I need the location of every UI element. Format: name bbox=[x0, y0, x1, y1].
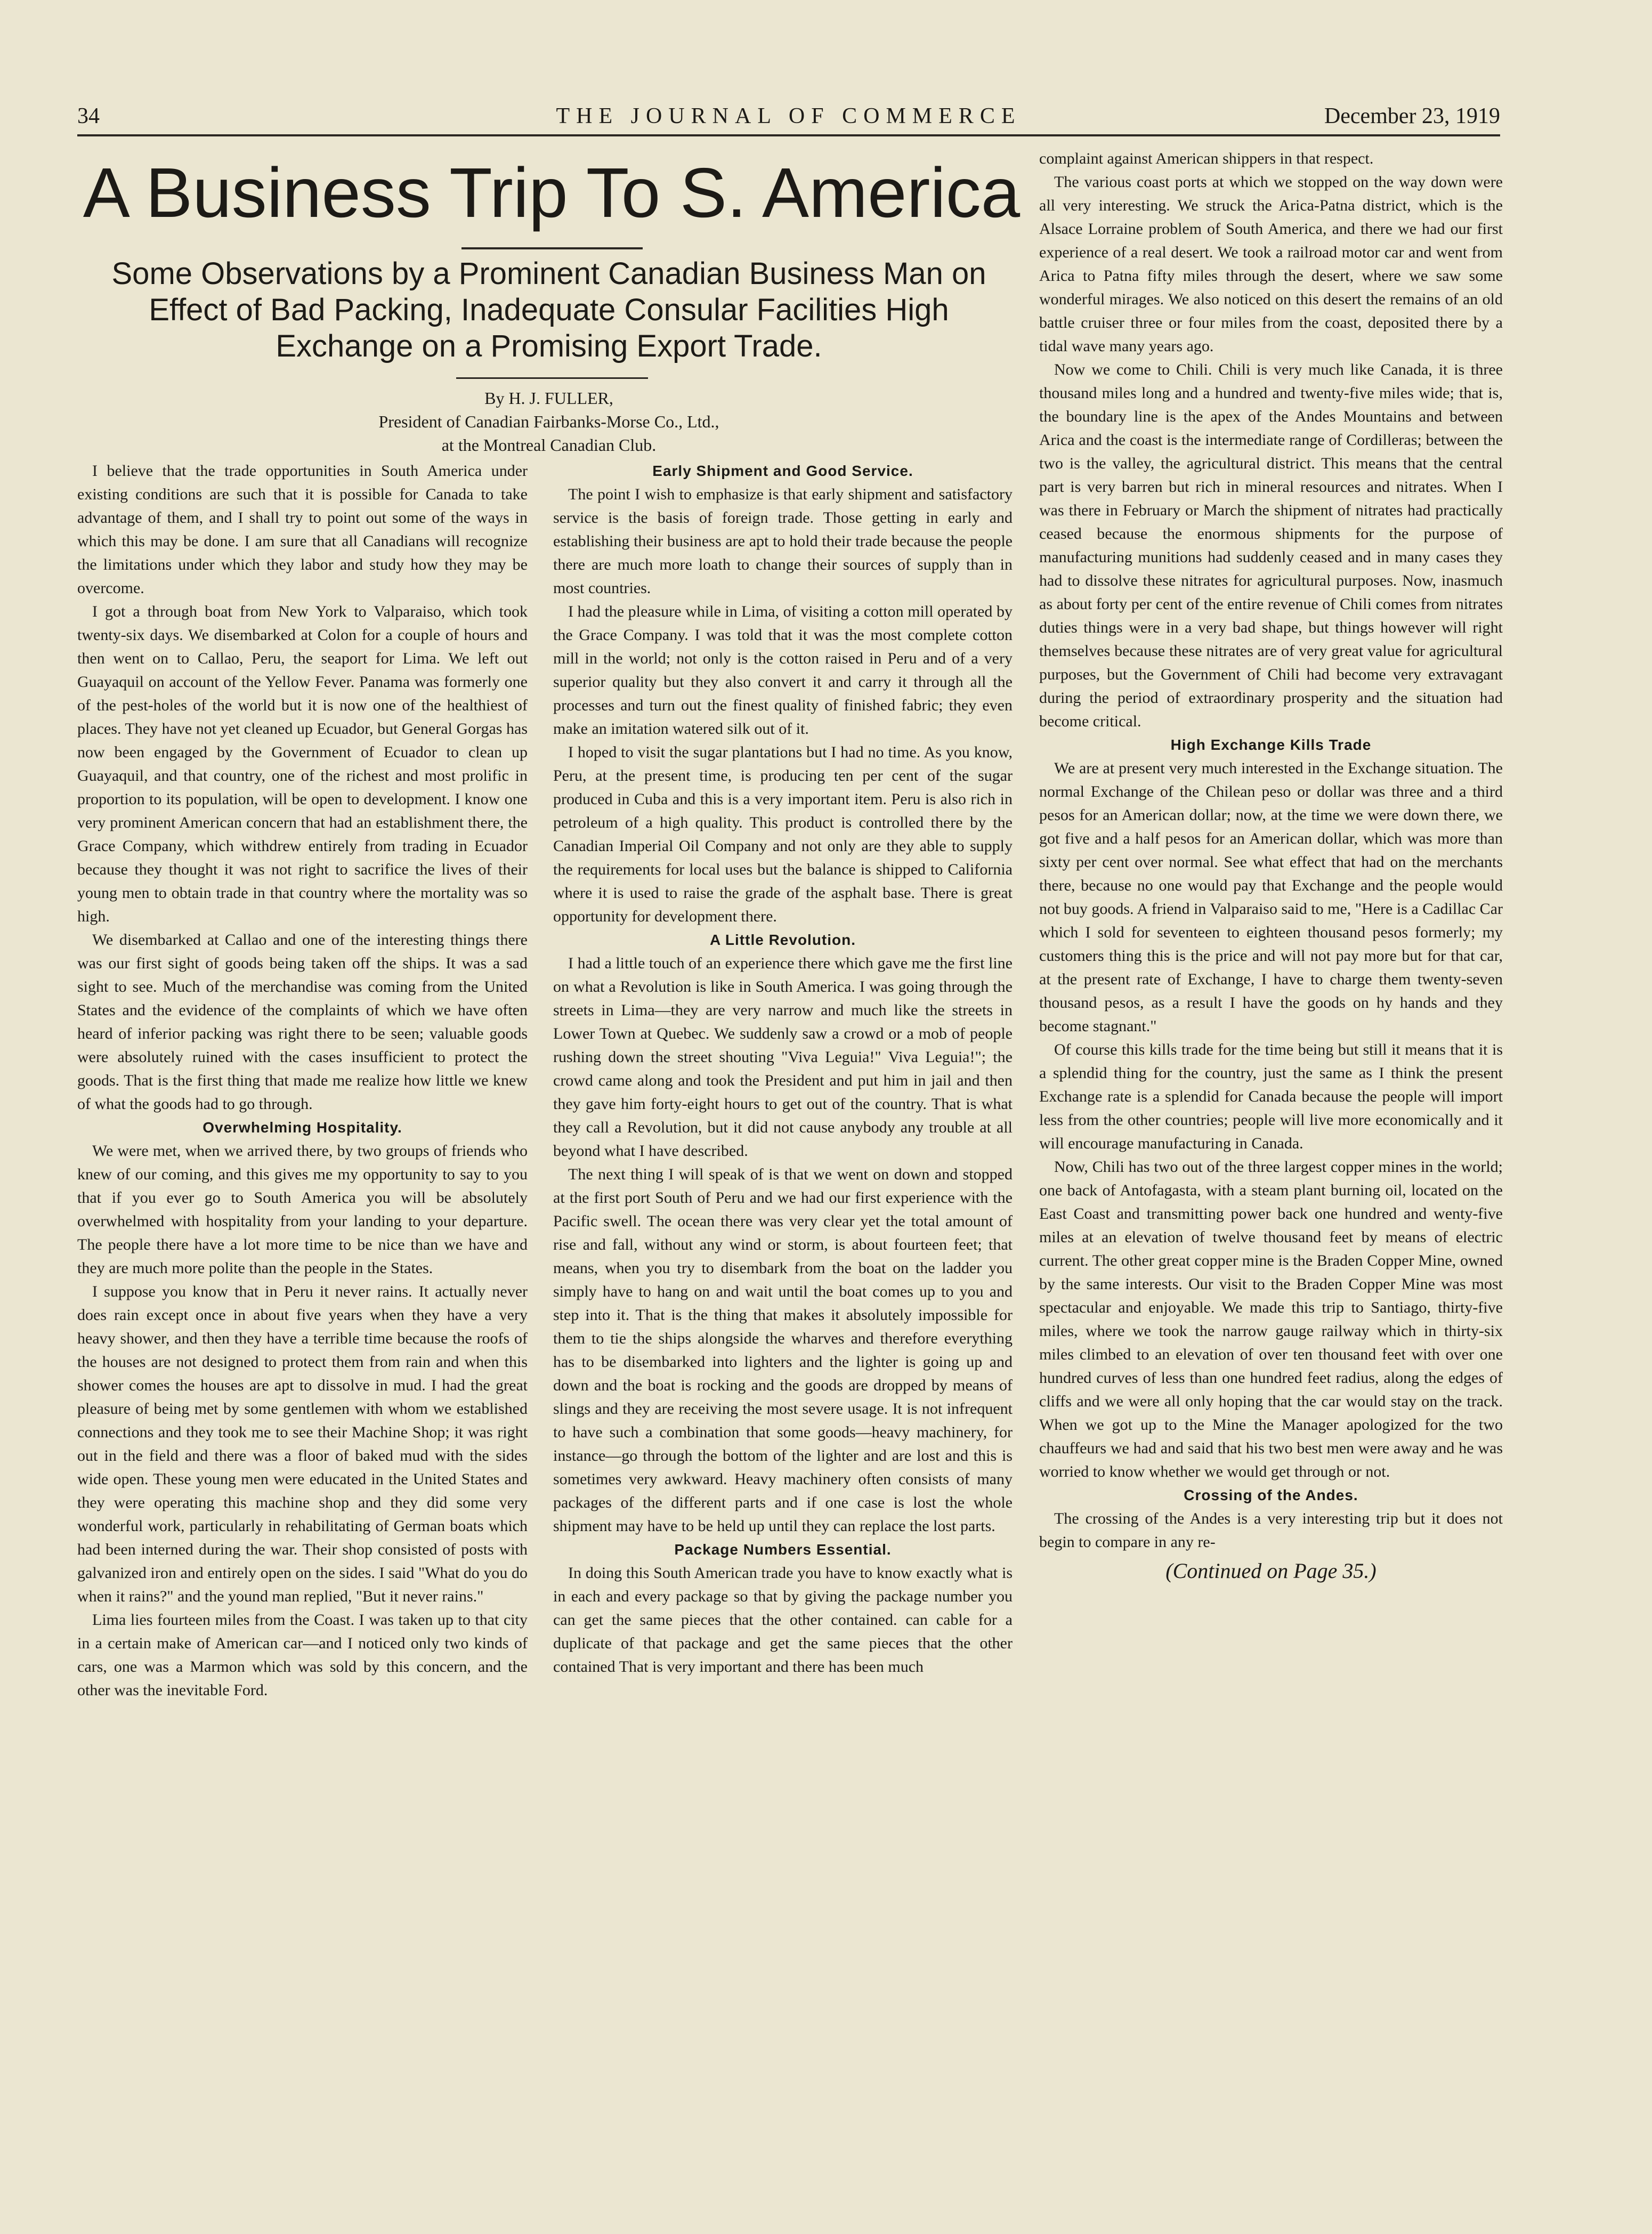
article-column-3 bbox=[1039, 147, 1503, 2167]
continued-notice: (Continued on Page 35.) bbox=[1165, 1559, 1376, 1583]
paragraph: We were met, when we arrived there, by two groups of friends who knew of our coming, and this gives me my opportunity to say to you that if you ever go to South America you will be absolutely overwhelmed with hospitality from your landing to your departure. The people there have a lot more time to be nice than we have and they are much more polite than the people in the States. bbox=[77, 1142, 528, 1277]
paragraph: Now we come to Chili. Chili is very much like Canada, it is three thousand miles long and a hundred and twenty-five miles wide; that is, the boundary line is the apex of the Andes Mountains and between Arica and the coast is the intermediate range of Cordilleras; between the two is the valley, the agricultural district. This means that the central part is very barren but rich in mineral resources and nitrates. When I was there in February or March the shipment of nitrates had practically ceased because the enormous shipments for the purpose of manufacturing munitions had suddenly ceased and in many cases they had to dissolve these nitrates for agricultural purposes. Now, inasmuch as about forty per cent of the entire revenue of Chili comes from nitrates duties things were in a very bad shape, but things however will right themselves because these nitrates are of very great value for agricultural purposes, but the Government of Chili had become very extravagant during the period of extraordinary prosperity and the situation had become critical. bbox=[1039, 361, 1503, 730]
paragraph: The point I wish to emphasize is that early shipment and satisfactory service is the basis of foreign trade. Those getting in early and establishing their business are apt to hold their trade because the people there are much more loath to change their sources of supply than in most countries. bbox=[553, 485, 1013, 597]
paragraph: Of course this kills trade for the time being but still it means that it is a splendid thing for the country, just the same as I think the present Exchange rate is a splendid for Canada because the people will import less from the other countries; people will live more economically and it will encourage manufacturing in Canada. bbox=[1039, 1041, 1503, 1152]
paragraph: I suppose you know that in Peru it never rains. It actually never does rain except once in about five years when they have a very heavy shower, and then they have a terrible time because the roofs of the houses are not designed to protect them from rain and when this shower comes the houses are apt to dissolve in mud. I had the great pleasure of being met by some gentlemen with whom we established connections and they took me to see their Machine Shop; it was right out in the field and there was a floor of baked mud with the sides wide open. These young men were educated in the United States and they were operating this machine shop and they did some very wonderful work, particularly in rehabilitating of German boats which had been interned during the war. Their shop consisted of posts with galvanized iron and entirely open on the sides. I said "What do you do when it rains?" and the yound man replied, "But it never rains." bbox=[77, 1283, 528, 1605]
byline-title: President of Canadian Fairbanks-Morse Co., Ltd., bbox=[378, 412, 719, 431]
paragraph: I hoped to visit the sugar plantations but I had no time. As you know, Peru, at the present time, is producing ten per cent of the sugar produced in Cuba and this is a very important item. Peru is also rich in petroleum of a high quality. This product is controlled there by the Canadian Imperial Oil Company and not only are they able to supply the requirements for local uses but the balance is shipped to California where it is used to raise the grade of the asphalt base. There is great opportunity for development there. bbox=[553, 743, 1013, 925]
paragraph: The next thing I will speak of is that we went on down and stopped at the first port South of Peru and we had our first experience with the Pacific swell. The ocean there was very clear yet the total amount of rise and fall, without any wind or storm, is about fourteen feet; that means, when you try to disembark from the boat on the ladder you simply have to hang on and wait until the boat comes up to you and step into it. That is the thing that makes it absolutely impossible for them to tie the ships alongside the wharves and therefore everything has to be disembarked into lighters and the lighter is going up and down and the boat is rocking and the goods are dropped by means of slings and they are receiving the most severe usage. It is not infrequent to have such a combination that some goods—heavy machinery, for instance—go through the bottom of the lighter and are lost and this is sometimes very awkward. Heavy machinery often consists of many packages of the different parts and if one case is lost the whole shipment may have to be held up until they can replace the lost parts. bbox=[553, 1165, 1013, 1535]
journal-title: THE JOURNAL OF COMMERCE bbox=[556, 104, 1022, 128]
article-headline: A Business Trip To S. America bbox=[83, 153, 1021, 232]
paragraph: The various coast ports at which we stopped on the way down were all very interesting. We struck the Arica-Patna district, which is the Alsace Lorraine problem of South America, and there we had our first experience of a real desert. We took a railroad motor car and went from Arica to Patna fifty miles through the desert, where we saw some wonderful mirages. We also noticed on this desert the remains of an old battle cruiser three or four miles from the coast, deposited there by a tidal wave many years ago. bbox=[1039, 173, 1503, 355]
page-number: 34 bbox=[77, 104, 100, 128]
subheading: Overwhelming Hospitality. bbox=[203, 1119, 402, 1136]
paragraph: We disembarked at Callao and one of the interesting things there was our first sight of goods being taken off the ships. It was a sad sight to see. Much of the merchandise was coming from the United States and the evidence of the complaints of which we have often heard of inferior packing was right there to be seen; valuable goods were absolutely ruined with the cases insufficient to protect the goods. That is the first thing that made me realize how little we knew of what the goods had to go through. bbox=[77, 931, 528, 1113]
subheading: Crossing of the Andes. bbox=[1184, 1487, 1358, 1503]
paragraph: complaint against American shippers in that respect. bbox=[1039, 150, 1374, 167]
paragraph: I had the pleasure while in Lima, of visiting a cotton mill operated by the Grace Company. I was told that it was the most complete cotton mill in the world; not only is the cotton raised in Peru and of a very superior quality but they also convert it and carry it through all the processes and turn out the finest quality of finished fabric; they even make an imitation watered silk out of it. bbox=[553, 603, 1013, 738]
paragraph: I had a little touch of an experience there which gave me the first line on what a Revolution is like in South America. I was going through the streets in Lima—they are very narrow and much like the streets in Lower Town at Quebec. We suddenly saw a crowd or a mob of people rushing down the street shouting "Viva Leguia!" Viva Leguia!"; the crowd came along and took the President and put him in jail and then they gave him forty-eight hours to get out of the country. That is what they call a Revolution, but it did not cause anybody any trouble at all beyond what I have described. bbox=[553, 954, 1013, 1160]
headline-rule bbox=[461, 247, 643, 249]
paragraph: The crossing of the Andes is a very interesting trip but it does not begin to compare in any re- bbox=[1039, 1510, 1503, 1551]
article-column-1 bbox=[77, 459, 528, 2159]
deck-rule bbox=[456, 377, 648, 379]
subheading: Early Shipment and Good Service. bbox=[652, 463, 913, 479]
paragraph: I got a through boat from New York to Valparaiso, which took twenty-six days. We disembarked at Colon for a couple of hours and then went on to Callao, Peru, the seaport for Lima. We left out Guayaquil on account of the Yellow Fever. Panama was formerly one of the pest-holes of the world but it is now one of the healthiest of places. They have not yet cleaned up Ecuador, but General Gorgas has now been engaged by the Government of Ecuador to clean up Guayaquil, and that country, one of the richest and most prolific in proportion to its population, will be open to development. I know one very prominent American concern that had an establishment there, the Grace Company, which withdrew entirely from trading in Ecuador because they thought it was not right to sacrifice the lives of their young men to obtain trade in that country where the mortality was so high. bbox=[77, 603, 528, 925]
article-deck: Some Observations by a Prominent Canadian Business Man on Effect of Bad Packing, Inadequate Consular Facilities High Exchange on a Promising Export Trade. bbox=[111, 256, 986, 363]
paragraph: Lima lies fourteen miles from the Coast. I was taken up to that city in a certain make of American car—and I noticed only two kinds of cars, one was a Marmon which was sold by this concern, and the other was the inevitable Ford. bbox=[77, 1611, 528, 1699]
page-header bbox=[77, 101, 1500, 133]
subheading: A Little Revolution. bbox=[709, 932, 856, 948]
byline-venue: at the Montreal Canadian Club. bbox=[441, 435, 657, 455]
issue-date: December 23, 1919 bbox=[1324, 104, 1500, 128]
subheading: Package Numbers Essential. bbox=[674, 1541, 892, 1558]
paragraph: In doing this South American trade you have to know exactly what is in each and every package so that by giving the package number you can get the same pieces that the other contained. can cable for a duplicate of that package and get the same pieces that the other contained That is very important and there has been much bbox=[553, 1564, 1013, 1676]
subheading: High Exchange Kills Trade bbox=[1170, 736, 1372, 753]
paragraph: Now, Chili has two out of the three largest copper mines in the world; one back of Antofagasta, with a steam plant burning oil, located on the East Coast and transmitting power back one hundred and wenty-five miles at an elevation of twelve thousand feet by means of electric current. The other great copper mine is the Braden Copper Mine, owned by the same interests. Our visit to the Braden Copper Mine was most spectacular and enjoyable. We made this trip to Santiago, thirty-five miles, where we took the narrow gauge railway which in thirty-six miles climbed to an elevation of over ten thousand feet with over one hundred curves of less than one hundred feet radius, along the edges of cliffs and we were all only hoping that the car would stay on the track. When we got up to the Mine the Manager apologized for the two chauffeurs we had and said that his two best men were away and he was worried to know whether we would get through or not. bbox=[1039, 1158, 1503, 1480]
header-rule bbox=[77, 134, 1500, 136]
paragraph: We are at present very much interested in the Exchange situation. The normal Exchange of the Chilean peso or dollar was three and a third pesos for an American dollar; now, at the time we were down there, we got five and a half pesos for an American dollar, which was more than sixty per cent over normal. See what effect that had on the merchants there, because no one would pay that Exchange and the people would not buy goods. A friend in Valparaiso said to me, "Here is a Cadillac Car which I sold for seventeen to eighteen thousand pesos formerly; my customers thing this is the price and will not pay more but for that car, at the present rate of Exchange, I have to charge them twenty-seven thousand pesos, as a result I have the goods on hy hands and they become stagnant." bbox=[1039, 759, 1503, 1035]
paragraph: I believe that the trade opportunities in South America under existing conditions are such that it is possible for Canada to take advantage of them, and I shall try to point out some of the ways in which this may be done. I am sure that all Canadians will recognize the limitations under which they labor and study how they may be overcome. bbox=[77, 462, 528, 597]
article-column-2 bbox=[553, 459, 1013, 2159]
byline-author: By H. J. FULLER, bbox=[484, 388, 613, 408]
